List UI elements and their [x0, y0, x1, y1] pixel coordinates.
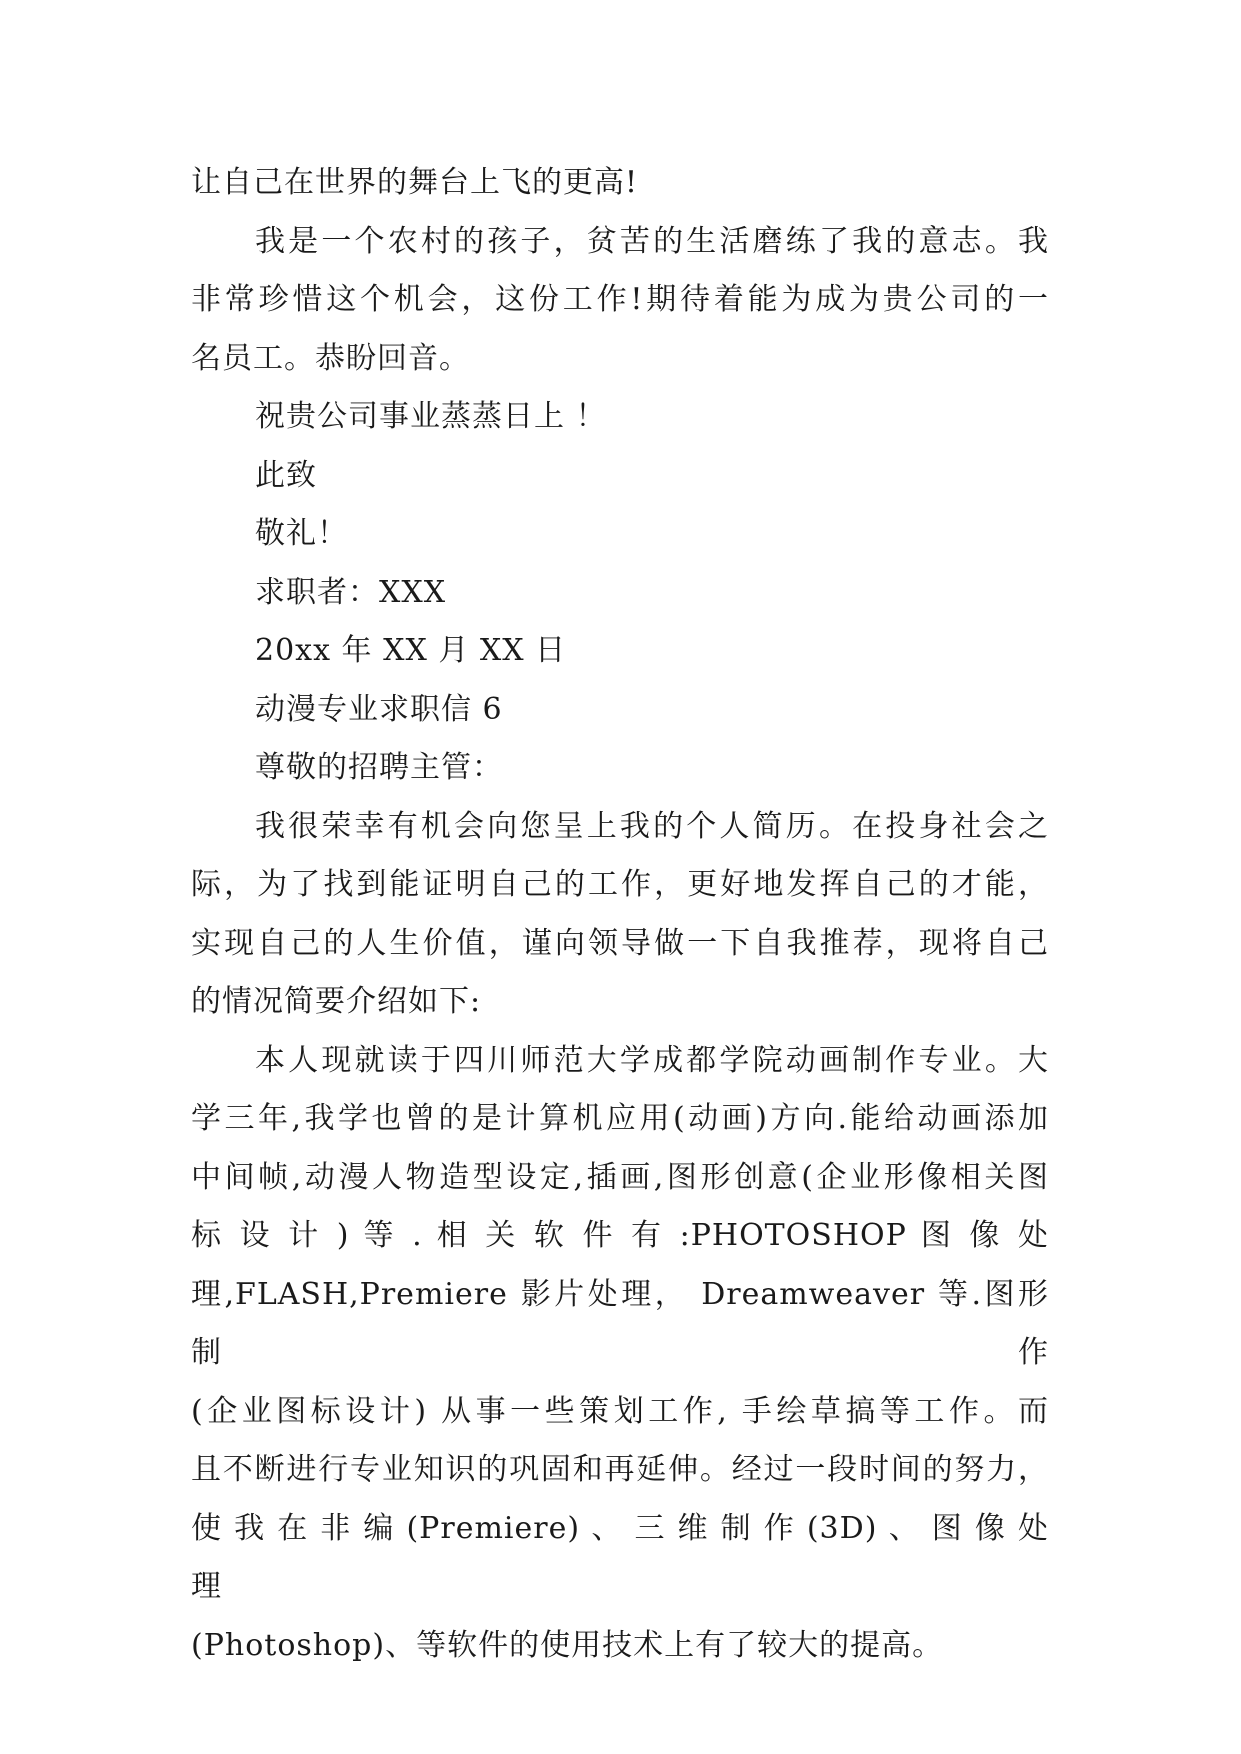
- document-page: [191, 154, 1049, 1675]
- paragraph-line: 名员工。恭盼回音。: [191, 340, 470, 376]
- paragraph-line: 使 我 在 非 编 (Premiere) 、 三 维 制 作 (3D) 、 图 像 处 理: [191, 1510, 1049, 1604]
- paragraph-education-skills: [191, 1032, 1049, 1676]
- paragraph-line: 理,FLASH,Premiere 影片处理， Dreamweaver 等.图形制作: [191, 1276, 1049, 1370]
- paragraph-line: 我是一个农村的孩子，贫苦的生活磨练了我的意志。我: [255, 223, 1049, 259]
- paragraph-line: 的情况简要介绍如下:: [191, 984, 482, 1019]
- paragraph-line: (Photoshop)、等软件的使用技术上有了较大的提高。: [191, 1627, 944, 1663]
- paragraph-line: 际，为了找到能证明自己的工作，更好地发挥自己的才能，: [191, 867, 1049, 902]
- letter-title: 动漫专业求职信 6: [255, 691, 503, 727]
- paragraph-line: 非常珍惜这个机会，这份工作!期待着能为成为贵公司的一: [191, 282, 1049, 317]
- salutation: 尊敬的招聘主管：: [255, 750, 503, 785]
- paragraph-line: 标 设 计 ) 等 . 相 关 软 件 有 :PHOTOSHOP 图 像 处: [191, 1218, 1049, 1253]
- closing-line-2: 敬礼！: [255, 516, 348, 551]
- paragraph-background: [191, 213, 1049, 389]
- closing-line-1: 此致: [255, 457, 317, 493]
- paragraph-line: 学三年,我学也曾的是计算机应用(动画)方向.能给动画添加: [191, 1101, 1049, 1136]
- paragraph-line: (企业图标设计) 从事一些策划工作, 手绘草搞等工作。而: [191, 1393, 1049, 1429]
- paragraph-continuation: 让自己在世界的舞台上飞的更高!: [191, 165, 639, 200]
- letter-date: 20xx 年 XX 月 XX 日: [255, 633, 567, 668]
- paragraph-line: 本人现就读于四川师范大学成都学院动画制作专业。大: [255, 1042, 1049, 1078]
- paragraph-line: 且不断进行专业知识的巩固和再延伸。经过一段时间的努力，: [191, 1452, 1049, 1487]
- paragraph-line: 中间帧,动漫人物造型设定,插画,图形创意(企业形像相关图: [191, 1159, 1049, 1195]
- wish-line: 祝贵公司事业蒸蒸日上 ！: [255, 399, 607, 434]
- applicant-signature: 求职者：XXX: [255, 574, 447, 610]
- paragraph-line: 实现自己的人生价值，谨向领导做一下自我推荐，现将自己: [191, 925, 1049, 961]
- paragraph-line: 我很荣幸有机会向您呈上我的个人简历。在投身社会之: [255, 808, 1049, 844]
- paragraph-introduction: [191, 798, 1049, 1032]
